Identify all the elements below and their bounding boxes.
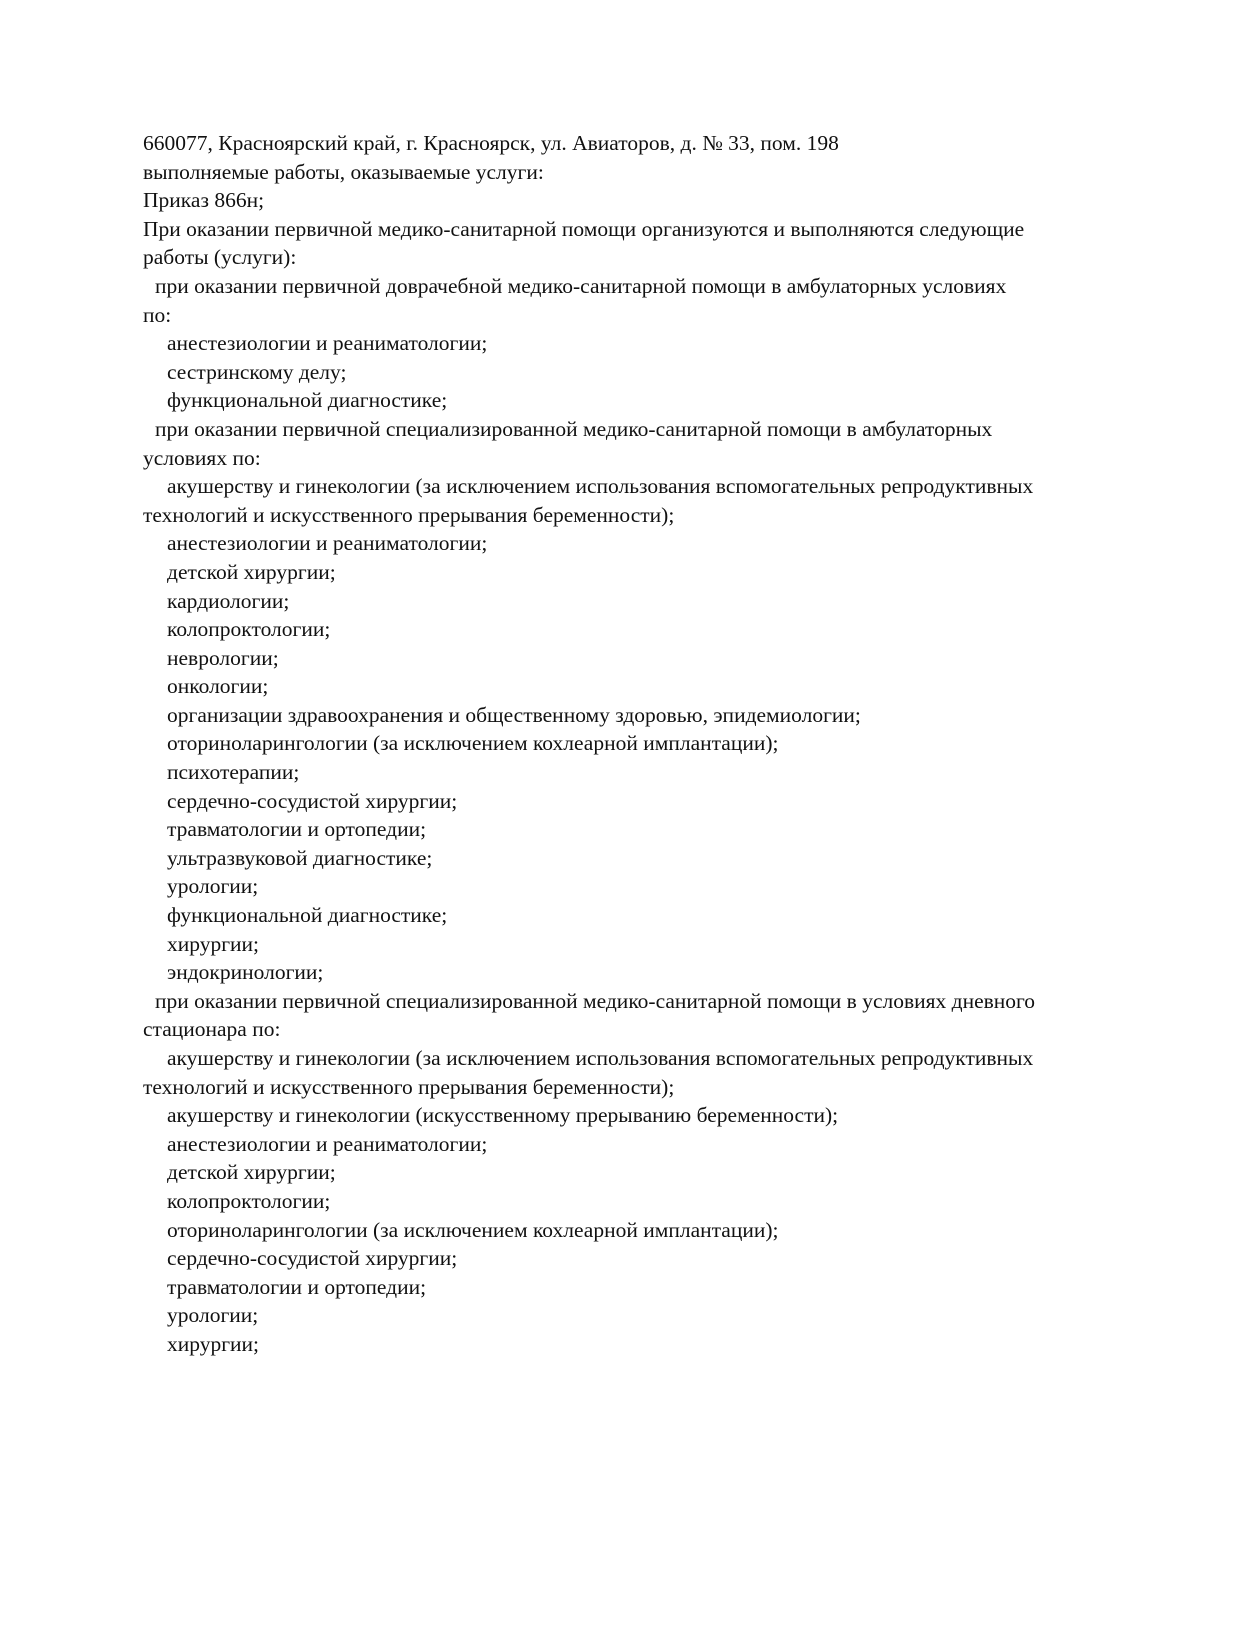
document-line: условиях по: <box>143 445 261 470</box>
document-line: психотерапии; <box>167 760 300 785</box>
document-line: колопроктологии; <box>167 1188 331 1213</box>
document-line: акушерству и гинекологии (за исключением использования вспомогательных репродуктивных <box>167 1046 1034 1070</box>
document-line: 660077, Красноярский край, г. Красноярск, ул. Авиаторов, д. № 33, пом. 198 <box>143 131 839 155</box>
document-line: сестринскому делу; <box>167 359 347 384</box>
document-line: сердечно-сосудистой хирургии; <box>167 788 458 813</box>
document-line: технологий и искусственного прерывания беременности); <box>143 1074 675 1099</box>
document-body <box>143 129 1143 1359</box>
document-line: организации здравоохранения и общественному здоровью, эпидемиологии; <box>167 702 861 727</box>
document-line: по: <box>143 302 172 327</box>
document-line: травматологии и ортопедии; <box>167 817 427 842</box>
document-line: функциональной диагностике; <box>167 388 448 413</box>
document-line: урологии; <box>167 874 259 899</box>
document-line: выполняемые работы, оказываемые услуги: <box>143 159 544 184</box>
document-line: детской хирургии; <box>167 1160 336 1185</box>
document-line: онкологии; <box>167 674 269 699</box>
document-line: акушерству и гинекологии (за исключением использования вспомогательных репродуктивных <box>167 474 1034 499</box>
document-line: хирургии; <box>167 1331 260 1356</box>
document-line: колопроктологии; <box>167 617 331 642</box>
document-line: неврологии; <box>167 645 279 670</box>
document-line: анестезиологии и реаниматологии; <box>167 531 488 556</box>
document-line: анестезиологии и реаниматологии; <box>167 1131 488 1156</box>
document-line: хирургии; <box>167 931 260 956</box>
document-line: работы (услуги): <box>143 245 297 270</box>
document-line: акушерству и гинекологии (искусственному прерыванию беременности); <box>167 1103 839 1128</box>
document-line: детской хирургии; <box>167 559 336 584</box>
document-line: технологий и искусственного прерывания беременности); <box>143 502 675 527</box>
document-line: функциональной диагностике; <box>167 903 448 928</box>
document-line: урологии; <box>167 1303 259 1328</box>
document-line: сердечно-сосудистой хирургии; <box>167 1246 458 1271</box>
document-line: ультразвуковой диагностике; <box>167 845 433 870</box>
document-line: При оказании первичной медико-санитарной помощи организуются и выполняются следующие <box>143 216 1025 241</box>
document-line: кардиологии; <box>167 588 290 613</box>
document-line: при оказании первичной специализированной медико-санитарной помощи в амбулаторных <box>155 416 993 441</box>
document-line: анестезиологии и реаниматологии; <box>167 331 488 356</box>
document-line: Приказ 866н; <box>143 188 265 213</box>
document-line: травматологии и ортопедии; <box>167 1274 427 1299</box>
document-line: стационара по: <box>143 1017 281 1042</box>
document-line: при оказании первичной доврачебной медико-санитарной помощи в амбулаторных условиях <box>155 273 1007 298</box>
document-line: оториноларингологии (за исключением кохлеарной имплантации); <box>167 731 779 756</box>
document-line: эндокринологии; <box>167 960 324 985</box>
document-line: оториноларингологии (за исключением кохлеарной имплантации); <box>167 1217 779 1242</box>
document-line: при оказании первичной специализированной медико-санитарной помощи в условиях дневного <box>155 988 1036 1013</box>
